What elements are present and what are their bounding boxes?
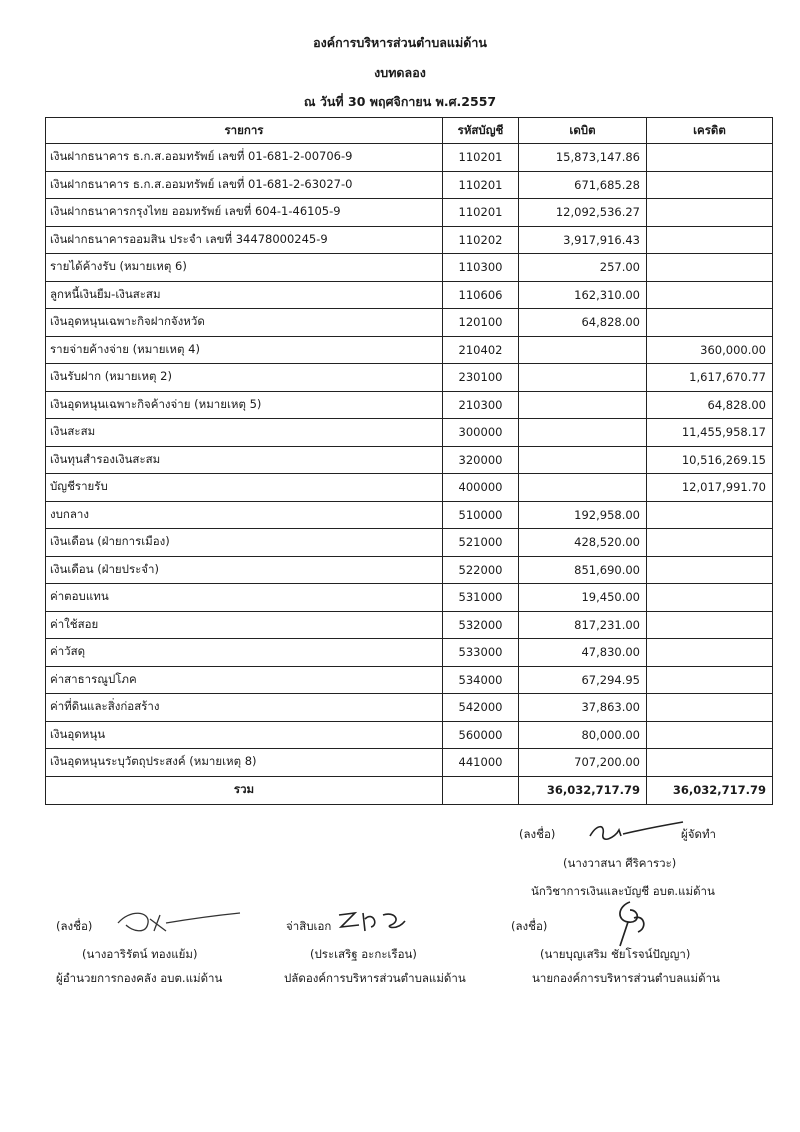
col-header-debit: เดบิต [519,118,647,144]
preparer-name: (นางวาสนา ศีริคารวะ) [563,856,677,870]
row-credit [647,144,773,172]
row-debit [519,474,647,502]
finance-position: ผู้อำนวยการกองคลัง อบต.แม่ด้าน [56,971,223,985]
row-debit [519,364,647,392]
row-credit [647,199,773,227]
table-row [46,281,773,309]
row-account-code: 110201 [443,199,519,227]
row-item-name: ค่าตอบแทน [46,584,443,612]
row-debit: 192,958.00 [519,501,647,529]
table-row [46,199,773,227]
row-debit: 19,450.00 [519,584,647,612]
row-debit: 67,294.95 [519,666,647,694]
row-account-code: 110201 [443,144,519,172]
row-debit: 12,092,536.27 [519,199,647,227]
table-row [46,584,773,612]
table-row [46,501,773,529]
table-row [46,391,773,419]
table-header-row [46,118,773,144]
row-credit: 11,455,958.17 [647,419,773,447]
table-row [46,721,773,749]
row-item-name: เงินฝากธนาคารออมสิน ประจำ เลขที่ 34478000245-9 [46,226,443,254]
row-debit: 80,000.00 [519,721,647,749]
col-header-credit: เครดิต [647,118,773,144]
row-account-code: 120100 [443,309,519,337]
row-account-code: 532000 [443,611,519,639]
row-item-name: ลูกหนี้เงินยืม-เงินสะสม [46,281,443,309]
row-account-code: 441000 [443,749,519,777]
clerk-signature [335,905,415,935]
row-item-name: เงินทุนสำรองเงินสะสม [46,446,443,474]
table-row [46,364,773,392]
row-debit: 162,310.00 [519,281,647,309]
row-item-name: ค่าสาธารณูปโภค [46,666,443,694]
row-credit: 360,000.00 [647,336,773,364]
table-row [46,419,773,447]
row-account-code: 110201 [443,171,519,199]
trial-balance-table [45,117,773,805]
clerk-name: (ประเสริฐ อะกะเรือน) [310,947,417,961]
row-debit: 671,685.28 [519,171,647,199]
row-item-name: เงินเดือน (ฝ่ายการเมือง) [46,529,443,557]
total-label: รวม [46,776,443,804]
table-row [46,446,773,474]
row-debit: 37,863.00 [519,694,647,722]
row-credit [647,721,773,749]
preparer-position: นักวิชาการเงินและบัญชี อบต.แม่ด้าน [531,884,715,898]
row-credit [647,749,773,777]
mayor-position: นายกองค์การบริหารส่วนตำบลแม่ด้าน [532,971,720,985]
table-row [46,611,773,639]
row-account-code: 210300 [443,391,519,419]
row-account-code: 534000 [443,666,519,694]
row-account-code: 542000 [443,694,519,722]
mayor-name: (นายบุญเสริม ชัยโรจน์ปัญญา) [540,947,691,961]
table-row [46,309,773,337]
clerk-rank: จ่าสิบเอก [286,919,332,933]
row-credit: 10,516,269.15 [647,446,773,474]
row-item-name: เงินสะสม [46,419,443,447]
row-item-name: เงินอุดหนุน [46,721,443,749]
table-row [46,226,773,254]
document-date: ณ วันที่ 30 พฤศจิกายน พ.ศ.2557 [303,94,497,109]
table-row [46,336,773,364]
row-credit [647,281,773,309]
row-debit: 428,520.00 [519,529,647,557]
row-credit [647,501,773,529]
row-credit [647,226,773,254]
row-item-name: เงินรับฝาก (หมายเหตุ 2) [46,364,443,392]
row-credit [647,611,773,639]
row-credit: 64,828.00 [647,391,773,419]
row-debit [519,446,647,474]
row-credit [647,694,773,722]
row-debit [519,336,647,364]
row-credit: 12,017,991.70 [647,474,773,502]
row-item-name: เงินเดือน (ฝ่ายประจำ) [46,556,443,584]
row-account-code: 320000 [443,446,519,474]
row-debit: 64,828.00 [519,309,647,337]
row-credit [647,309,773,337]
row-item-name: รายจ่ายค้างจ่าย (หมายเหตุ 4) [46,336,443,364]
table-row [46,666,773,694]
col-header-code: รหัสบัญชี [443,118,519,144]
row-item-name: บัญชีรายรับ [46,474,443,502]
table-row [46,254,773,282]
row-credit [647,666,773,694]
row-debit: 15,873,147.86 [519,144,647,172]
row-credit: 1,617,670.77 [647,364,773,392]
finance-signature [110,905,245,935]
row-account-code: 510000 [443,501,519,529]
total-credit: 36,032,717.79 [647,776,773,804]
row-item-name: เงินฝากธนาคาร ธ.ก.ส.ออมทรัพย์ เลขที่ 01-681-2-00706-9 [46,144,443,172]
row-credit [647,639,773,667]
col-header-item: รายการ [46,118,443,144]
row-account-code: 110300 [443,254,519,282]
row-debit: 707,200.00 [519,749,647,777]
table-row [46,529,773,557]
row-debit: 817,231.00 [519,611,647,639]
row-item-name: เงินอุดหนุนระบุวัตถุประสงค์ (หมายเหตุ 8) [46,749,443,777]
table-row [46,749,773,777]
row-debit [519,419,647,447]
row-debit: 3,917,916.43 [519,226,647,254]
row-account-code: 230100 [443,364,519,392]
row-item-name: ค่าวัสดุ [46,639,443,667]
row-account-code: 522000 [443,556,519,584]
row-credit [647,171,773,199]
row-account-code: 531000 [443,584,519,612]
row-item-name: ค่าใช้สอย [46,611,443,639]
row-account-code: 400000 [443,474,519,502]
row-debit: 851,690.00 [519,556,647,584]
row-account-code: 560000 [443,721,519,749]
total-code-cell [443,776,519,804]
row-debit: 47,830.00 [519,639,647,667]
table-row [46,171,773,199]
row-credit [647,254,773,282]
finance-name: (นางอาริรัตน์ ทองแย้ม) [82,947,198,961]
row-credit [647,556,773,584]
row-account-code: 533000 [443,639,519,667]
preparer-sign-label: (ลงชื่อ) [519,827,556,841]
row-account-code: 521000 [443,529,519,557]
row-credit [647,529,773,557]
row-item-name: งบกลาง [46,501,443,529]
document-title: งบทดลอง [374,65,426,80]
table-row [46,694,773,722]
total-debit: 36,032,717.79 [519,776,647,804]
mayor-sign-label: (ลงชื่อ) [511,919,548,933]
row-account-code: 110606 [443,281,519,309]
org-title: องค์การบริหารส่วนตำบลแม่ด้าน [313,35,487,50]
row-debit [519,391,647,419]
table-row [46,556,773,584]
table-row [46,144,773,172]
row-credit [647,584,773,612]
row-account-code: 110202 [443,226,519,254]
row-account-code: 210402 [443,336,519,364]
row-account-code: 300000 [443,419,519,447]
mayor-signature [600,898,660,950]
row-item-name: เงินฝากธนาคาร ธ.ก.ส.ออมทรัพย์ เลขที่ 01-681-2-63027-0 [46,171,443,199]
row-item-name: รายได้ค้างรับ (หมายเหตุ 6) [46,254,443,282]
preparer-role: ผู้จัดทำ [681,827,716,841]
row-item-name: เงินฝากธนาคารกรุงไทย ออมทรัพย์ เลขที่ 604-1-46105-9 [46,199,443,227]
row-item-name: ค่าที่ดินและสิ่งก่อสร้าง [46,694,443,722]
preparer-signature [585,818,685,844]
table-row [46,474,773,502]
table-row [46,639,773,667]
row-debit: 257.00 [519,254,647,282]
finance-sign-label: (ลงชื่อ) [56,919,93,933]
total-row [46,776,773,804]
row-item-name: เงินอุดหนุนเฉพาะกิจค้างจ่าย (หมายเหตุ 5) [46,391,443,419]
row-item-name: เงินอุดหนุนเฉพาะกิจฝากจังหวัด [46,309,443,337]
clerk-position: ปลัดองค์การบริหารส่วนตำบลแม่ด้าน [284,971,466,985]
